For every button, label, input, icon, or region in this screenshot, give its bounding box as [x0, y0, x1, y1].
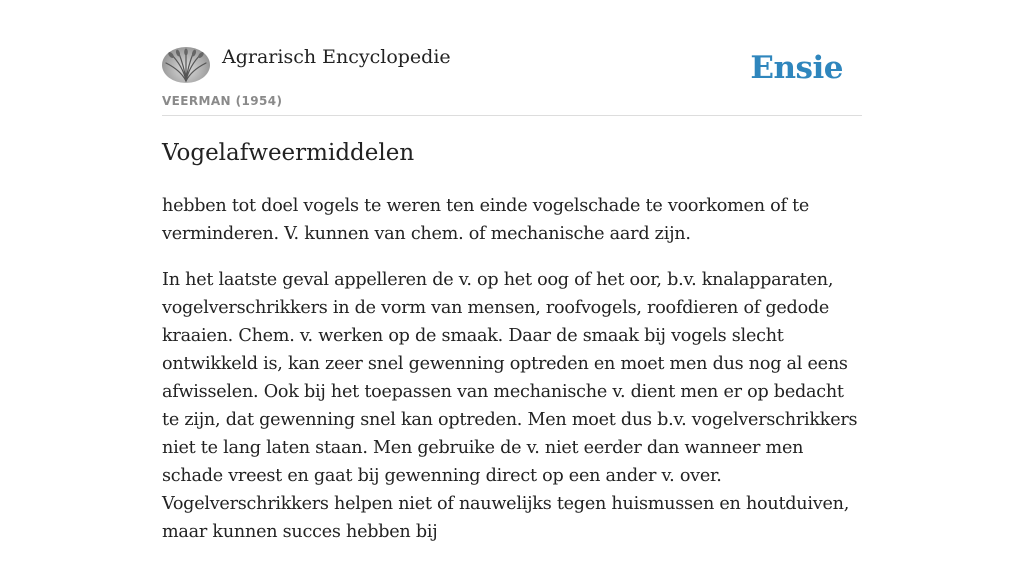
ensie-logo-link[interactable]: Ensie: [750, 50, 843, 86]
article-paragraph-1: hebben tot doel vogels te weren ten einde vogelschade te voorkomen of te verminderen. V. kunnen van chem. of mechanische aard zijn.: [162, 196, 810, 244]
site-name-link[interactable]: Agrarisch Encyclopedie: [222, 46, 451, 68]
article-body: [162, 192, 862, 564]
wheat-sheaf-icon[interactable]: [162, 47, 210, 83]
article-paragraph-2: In het laatste geval appelleren de v. op het oog of het oor, b.v. knalapparaten, vogelverschrikkers in de vorm van mensen, roofvogels, roofdieren of gedode kraaien. Chem. v. werken op de smaak. Daar de smaak bij vogels slecht ontwikkeld is, kan zeer snel gewenning optreden en moet men dus nog al eens afwisselen. Ook bij het toepassen van mechanische v. dient men er op bedacht te zijn, dat gewenning snel kan optreden. Men moet dus b.v. vogelverschrikkers niet te lang laten staan. Men gebruike de v. niet eerder dan wanneer men schade vreest en gaat bij gewenning direct op een ander v. over. Vogelverschrikkers helpen niet of nauwelijks tegen huismussen en houtduiven, maar kunnen succes hebben bij: [162, 270, 858, 542]
author-source: VEERMAN (1954): [162, 94, 283, 108]
article-title: Vogelafweermiddelen: [162, 140, 415, 166]
wheat-sheaf-icon-graphic: [162, 47, 210, 83]
page: [162, 0, 862, 542]
header: [162, 0, 862, 116]
